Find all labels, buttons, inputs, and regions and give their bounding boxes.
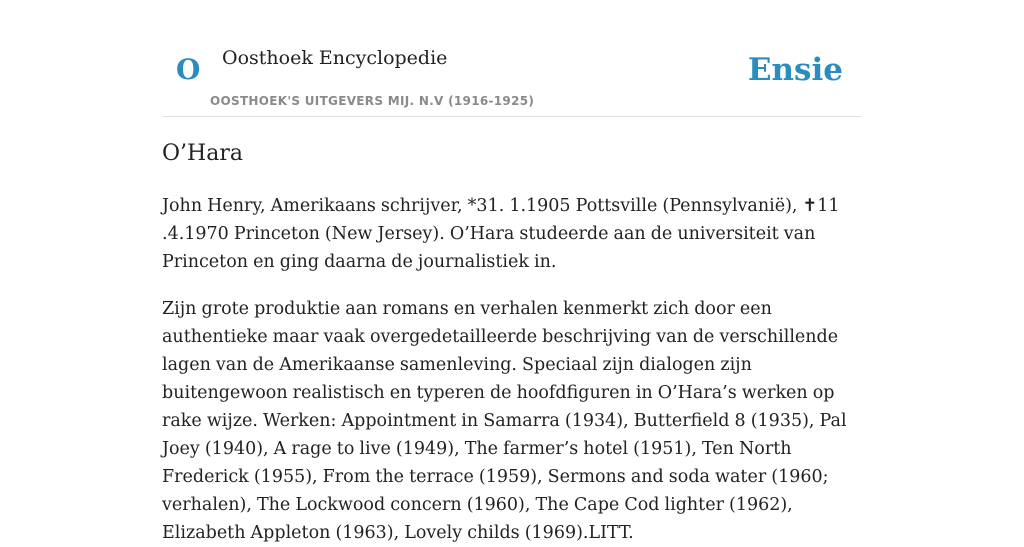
source-title-link[interactable]: Oosthoek Encyclopedie [222, 47, 448, 69]
source-subtitle: OOSTHOEK'S UITGEVERS MIJ. N.V (1916-1925) [210, 94, 535, 108]
article [162, 139, 862, 547]
article-paragraph-1: John Henry, Amerikaans schrijver, *31. 1.1905 Pottsville (Pennsylvanië), ✝11 .4.1970 Princeton (New Jersey). O’Hara studeerde aan de universiteit van Princeton en ging daarna de journalistiek in. [162, 196, 840, 272]
entry-title: O’Hara [162, 141, 243, 166]
source-header [162, 0, 862, 117]
source-logo[interactable]: O [176, 53, 201, 86]
ensie-logo-link[interactable]: Ensie [747, 52, 843, 88]
article-paragraph-2: Zijn grote produktie aan romans en verhalen kenmerkt zich door een authentieke maar vaak overgedetailleerde beschrijving van de verschillende lagen van de Amerikaanse samenleving. Speciaal zijn dialogen zijn buitengewoon realistisch en typeren de hoofdfiguren in O’Hara’s werken op rake wijze. Werken: Appointment in Samarra (1934), Butterfield 8 (1935), Pal Joey (1940), A rage to live (1949), The farmer’s hotel (1951), Ten North Frederick (1955), From the terrace (1959), Sermons and soda water (1960; verhalen), The Lockwood concern (1960), The Cape Cod lighter (1962), Elizabeth Appleton (1963), Lovely childs (1969).LITT. [162, 299, 847, 543]
